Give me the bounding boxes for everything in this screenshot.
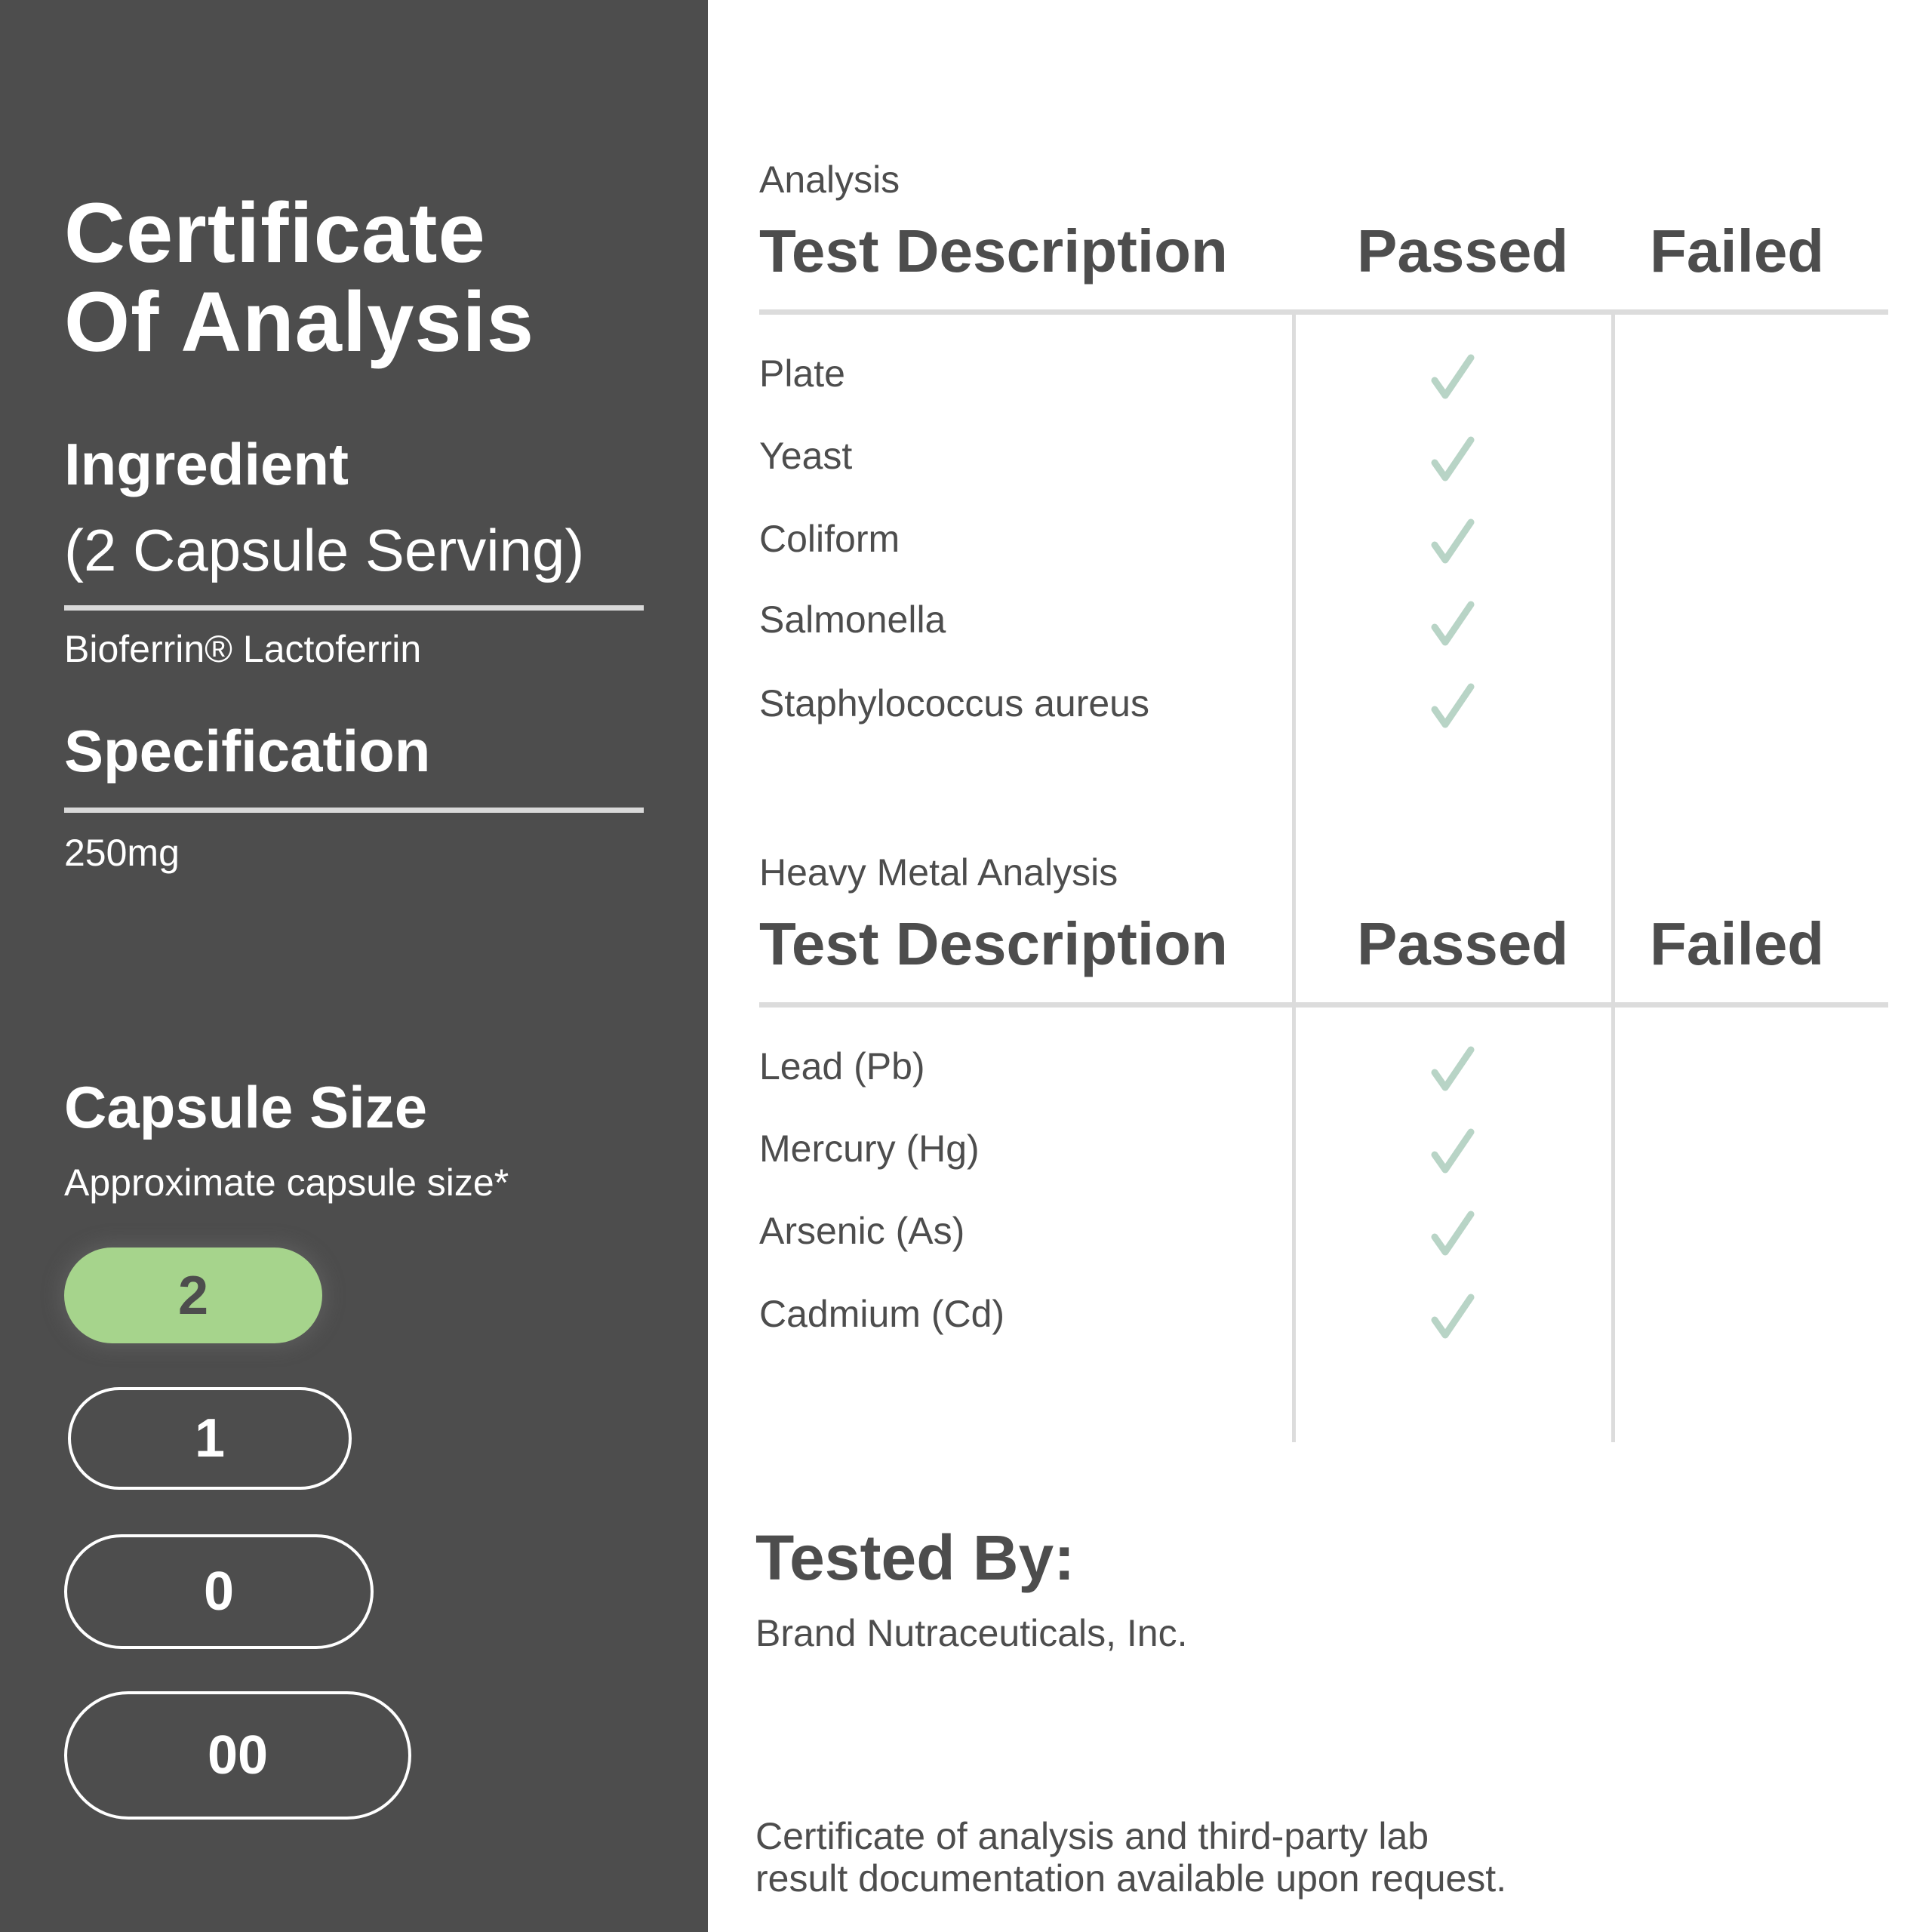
column-header-failed: Failed	[1650, 910, 1825, 977]
checkmark-icon	[1429, 1210, 1477, 1258]
page-title-line-1: Certificate	[64, 186, 486, 280]
capsule-size-label: 0	[203, 1561, 235, 1622]
specification-divider	[64, 808, 644, 813]
checkmark-icon	[1429, 1045, 1477, 1094]
table-row-label: Mercury (Hg)	[759, 1128, 980, 1170]
checkmark-icon	[1429, 1128, 1477, 1176]
capsule-size-1[interactable]	[68, 1387, 352, 1490]
checkmark-icon	[1429, 1293, 1477, 1341]
ingredient-subheading: (2 Capsule Serving)	[64, 517, 585, 583]
capsule-size-0[interactable]	[64, 1534, 374, 1649]
table-row-label: Staphylococcus aureus	[759, 682, 1149, 724]
header-divider	[759, 309, 1888, 315]
table-row-label: Yeast	[759, 435, 853, 477]
footer-note-line-1: Certificate of analysis and third-party lab	[755, 1815, 1429, 1857]
column-divider-failed	[1611, 312, 1615, 1442]
column-divider-passed	[1292, 312, 1296, 1442]
column-header-test-description: Test Description	[759, 217, 1228, 285]
checkmark-icon	[1429, 518, 1477, 566]
capsule-size-label: 2	[177, 1265, 209, 1326]
tested-by-heading: Tested By:	[755, 1522, 1075, 1593]
checkmark-icon	[1429, 600, 1477, 648]
capsule-size-label: 1	[194, 1408, 226, 1469]
checkmark-icon	[1429, 682, 1477, 731]
column-header-passed: Passed	[1357, 910, 1569, 977]
specification-heading: Specification	[64, 718, 431, 784]
page-title	[64, 186, 535, 369]
column-header-test-description: Test Description	[759, 910, 1228, 977]
ingredient-heading: Ingredient	[64, 431, 349, 497]
table-row-label: Arsenic (As)	[759, 1210, 965, 1252]
footer-note	[755, 1815, 1661, 1900]
footer-note-line-2: result documentation available upon request.	[755, 1857, 1507, 1900]
column-header-failed: Failed	[1650, 217, 1825, 285]
heavy-metal-section-label: Heavy Metal Analysis	[759, 851, 1118, 894]
table-row-label: Coliform	[759, 518, 900, 560]
page-title-line-2: Of Analysis	[64, 275, 535, 369]
checkmark-icon	[1429, 353, 1477, 401]
analysis-section-label: Analysis	[759, 158, 900, 201]
ingredient-divider	[64, 605, 644, 611]
table-row-label: Plate	[759, 352, 845, 395]
capsule-size-00[interactable]	[64, 1691, 411, 1820]
header-divider	[759, 1002, 1888, 1008]
capsule-size-label: 00	[207, 1725, 269, 1786]
table-row-label: Cadmium (Cd)	[759, 1293, 1005, 1335]
capsule-size-2[interactable]	[64, 1247, 322, 1343]
ingredient-value: Bioferrin® Lactoferrin	[64, 628, 422, 670]
specification-value: 250mg	[64, 832, 180, 874]
capsule-size-heading: Capsule Size	[64, 1074, 428, 1140]
capsule-size-note: Approximate capsule size*	[64, 1161, 509, 1204]
table-row-label: Salmonella	[759, 598, 946, 641]
column-header-passed: Passed	[1357, 217, 1569, 285]
sidebar-panel	[0, 0, 708, 1932]
table-row-label: Lead (Pb)	[759, 1045, 925, 1088]
tested-by-value: Brand Nutraceuticals, Inc.	[755, 1612, 1188, 1654]
checkmark-icon	[1429, 435, 1477, 484]
